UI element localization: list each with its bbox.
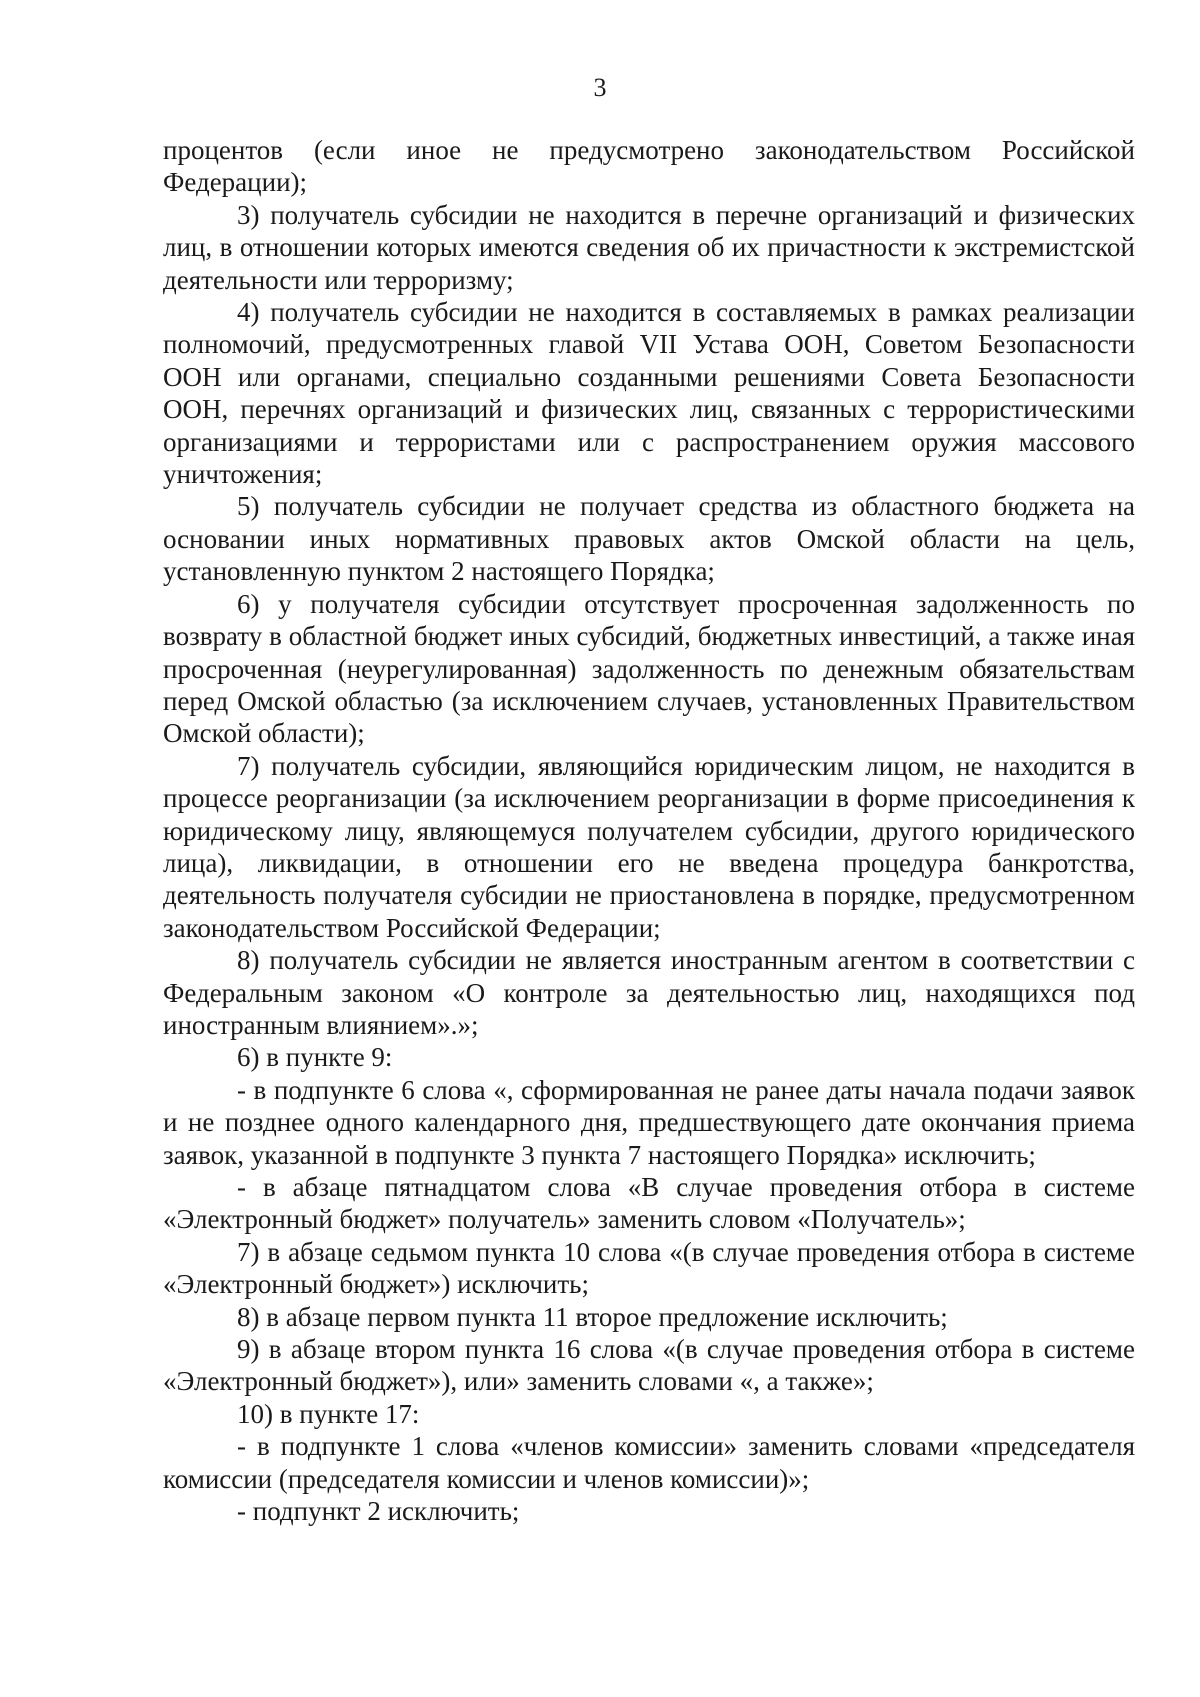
paragraph-amendment-6-sub2: - в абзаце пятнадцатом слова «В случае проведения отбора в системе «Электронный бюджет» получатель» заменить словом «Получатель»;: [163, 1172, 1135, 1235]
paragraph-amendment-10-sub2: - подпункт 2 исключить;: [237, 1496, 520, 1527]
paragraph-amendment-6: 6) в пункте 9:: [237, 1042, 393, 1073]
paragraph-amendment-10-sub1: - в подпункте 1 слова «членов комиссии» заменить словами «председателя комиссии (председателя комиссии и членов комиссии)»;: [163, 1431, 1135, 1494]
paragraph-item-5: 5) получатель субсидии не получает средства из областного бюджета на основании иных нормативных правовых актов Омской области на цель, установленную пунктом 2 настоящего Порядка;: [163, 491, 1135, 587]
document-body: [163, 134, 1135, 1527]
page-number: 3: [593, 73, 607, 102]
paragraph-amendment-8: 8) в абзаце первом пункта 11 второе предложение исключить;: [237, 1301, 948, 1332]
paragraph-item-7: 7) получатель субсидии, являющийся юридическим лицом, не находится в процессе реорганизации (за исключением реорганизации в форме присоединения к юридическому лицу, являющемуся получателем субсидии, другого юридического лица), ликвидации, в отношении его не введена процедура банкротства, деятельность получателя субсидии не приостановлена в порядке, предусмотренном законодательством Российской Федерации;: [163, 750, 1135, 943]
paragraph-amendment-9: 9) в абзаце втором пункта 16 слова «(в случае проведения отбора в системе «Электронный бюджет»), или» заменить словами «, а также»;: [163, 1334, 1135, 1397]
paragraph-amendment-10: 10) в пункте 17:: [237, 1398, 420, 1429]
paragraph-item-4: 4) получатель субсидии не находится в составляемых в рамках реализации полномочий, предусмотренных главой VII Устава ООН, Советом Безопасности ООН или органами, специально созданными решениями Совета Безопасности ООН, перечнях организаций и физических лиц, связанных с террористическими организациями и террористами или с распространением оружия массового уничтожения;: [163, 297, 1135, 490]
paragraph-item-8: 8) получатель субсидии не является иностранным агентом в соответствии с Федеральным законом «О контроле за деятельностью лиц, находящихся под иностранным влиянием».»;: [163, 945, 1135, 1040]
paragraph-continuation: процентов (если иное не предусмотрено законодательством Российской Федерации);: [163, 135, 1135, 198]
paragraph-amendment-6-sub1: - в подпункте 6 слова «, сформированная не ранее даты начала подачи заявок и не позднее одного календарного дня, предшествующего дате окончания приема заявок, указанной в подпункте 3 пункта 7 настоящего Порядка» исключить;: [163, 1074, 1135, 1170]
paragraph-item-6: 6) у получателя субсидии отсутствует просроченная задолженность по возврату в областной бюджет иных субсидий, бюджетных инвестиций, а также иная просроченная (неурегулированная) задолженность по денежным обязательствам перед Омской областью (за исключением случаев, установленных Правительством Омской области);: [163, 588, 1135, 749]
paragraph-amendment-7: 7) в абзаце седьмом пункта 10 слова «(в случае проведения отбора в системе «Электронный бюджет») исключить;: [163, 1236, 1135, 1300]
paragraph-item-3: 3) получатель субсидии не находится в перечне организаций и физических лиц, в отношении которых имеются сведения об их причастности к экстремистской деятельности или терроризму;: [163, 199, 1135, 295]
